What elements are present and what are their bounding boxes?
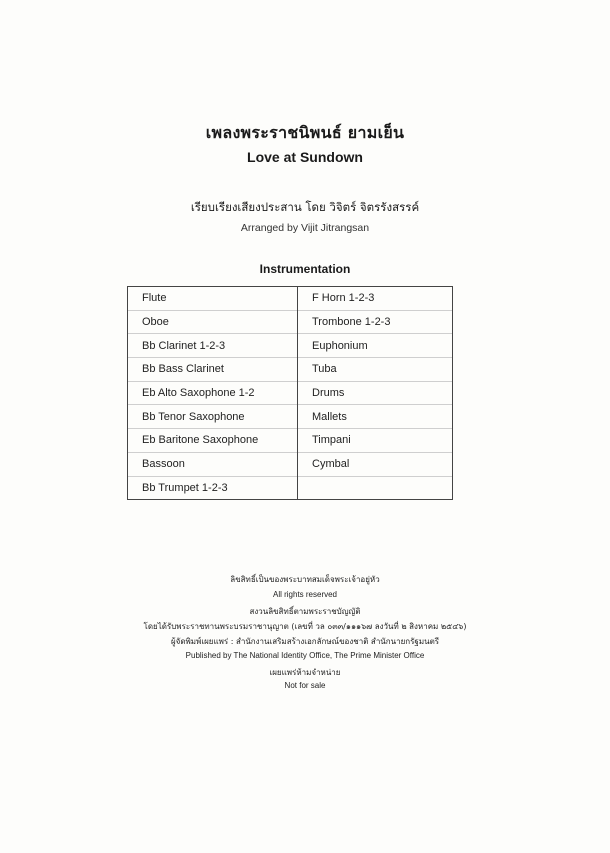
instrument-cell (298, 476, 453, 500)
table-row (128, 452, 453, 476)
table-row (128, 381, 453, 405)
instrument-cell: Cymbal (298, 452, 453, 476)
instrument-cell: Tuba (298, 358, 453, 382)
instrument-cell: Trombone 1-2-3 (298, 310, 453, 334)
permission-thai: โดยได้รับพระราชทานพระบรมราชานุญาต (เลขที่ วล ๐๓๓/๑๑๑๖๗ ลงวันที่ ๒ สิงหาคม ๒๕๔๖) (143, 622, 467, 631)
arranger-english: Arranged by Vijit Jitrangsan (240, 222, 370, 234)
instrument-cell: F Horn 1-2-3 (298, 287, 453, 311)
copyright-thai: ลิขสิทธิ์เป็นของพระบาทสมเด็จพระเจ้าอยู่หัว (230, 575, 380, 584)
instrument-cell: Bb Bass Clarinet (128, 358, 298, 382)
title-thai: เพลงพระราชนิพนธ์ ยามเย็น (205, 123, 405, 142)
table-row (128, 334, 453, 358)
table-row (128, 358, 453, 382)
title-english: Love at Sundown (247, 149, 363, 165)
instrument-cell: Bb Trumpet 1-2-3 (128, 476, 298, 500)
instrument-cell: Flute (128, 287, 298, 311)
table-row (128, 405, 453, 429)
instrument-cell: Eb Baritone Saxophone (128, 429, 298, 453)
instrument-cell: Euphonium (298, 334, 453, 358)
instrument-cell: Oboe (128, 310, 298, 334)
instrument-cell: Bassoon (128, 452, 298, 476)
instrument-cell: Bb Clarinet 1-2-3 (128, 334, 298, 358)
instrument-cell: Timpani (298, 429, 453, 453)
table-row (128, 287, 453, 311)
instrument-cell: Bb Tenor Saxophone (128, 405, 298, 429)
rights-reserved: All rights reserved (272, 590, 338, 599)
table-row (128, 310, 453, 334)
not-for-sale-thai: เผยแพร่ห้ามจำหน่าย (269, 668, 341, 677)
instrument-cell: Mallets (298, 405, 453, 429)
instrument-cell: Eb Alto Saxophone 1-2 (128, 381, 298, 405)
publisher-english: Published by The National Identity Office, The Prime Minister Office (185, 651, 425, 660)
table-row (128, 429, 453, 453)
arranger-thai: เรียบเรียงเสียงประสาน โดย วิจิตร์ จิตรรังสรรค์ (190, 200, 420, 214)
registration-thai: สงวนลิขสิทธิ์ตามพระราชบัญญัติ (249, 607, 361, 616)
instrument-cell: Drums (298, 381, 453, 405)
instrumentation-heading: Instrumentation (259, 262, 351, 276)
instrumentation-table (127, 286, 453, 500)
publisher-thai: ผู้จัดพิมพ์เผยแพร่ : สำนักงานเสริมสร้างเอกลักษณ์ของชาติ สำนักนายกรัฐมนตรี (170, 637, 440, 646)
not-for-sale-english: Not for sale (284, 681, 326, 690)
table-row (128, 476, 453, 500)
